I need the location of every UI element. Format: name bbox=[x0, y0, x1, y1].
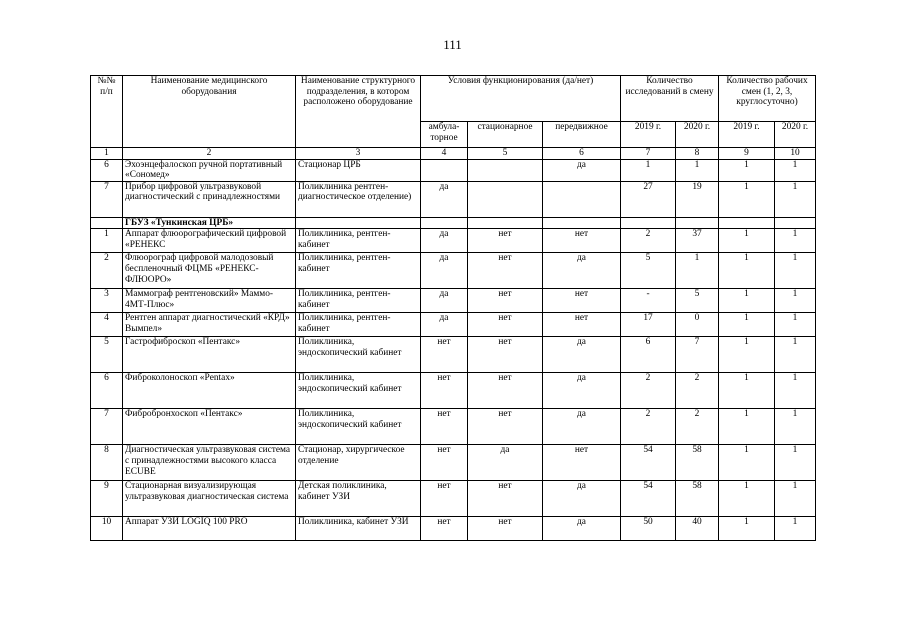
header-subdivision: Наименование структурного подразделения, в котором расположено оборудование bbox=[296, 76, 421, 148]
column-number: 8 bbox=[676, 148, 719, 160]
table-row bbox=[91, 337, 816, 373]
header-conditions: Условия функционирования (да/нет) bbox=[421, 76, 621, 122]
subdivision-name: Поликлиника, рентген-кабинет bbox=[296, 313, 421, 337]
studies-2020: 2 bbox=[676, 373, 719, 409]
shifts-2020: 1 bbox=[775, 289, 816, 313]
row-number: 9 bbox=[91, 481, 123, 517]
table-row bbox=[91, 289, 816, 313]
shifts-2019: 1 bbox=[719, 481, 775, 517]
table-row bbox=[91, 181, 816, 217]
column-number: 9 bbox=[719, 148, 775, 160]
shifts-2020: 1 bbox=[775, 337, 816, 373]
column-number: 4 bbox=[421, 148, 468, 160]
subdivision-name: Поликлиника, рентген-кабинет bbox=[296, 229, 421, 253]
mobile-value: да bbox=[543, 409, 621, 445]
row-number: 3 bbox=[91, 289, 123, 313]
studies-2020: 58 bbox=[676, 481, 719, 517]
shifts-2019: 1 bbox=[719, 253, 775, 289]
studies-2020: 1 bbox=[676, 253, 719, 289]
header-shifts-2019: 2019 г. bbox=[719, 122, 775, 148]
ambulatory-value: нет bbox=[421, 409, 468, 445]
subdivision-name: Поликлиника, эндоскопический кабинет bbox=[296, 409, 421, 445]
column-number: 7 bbox=[621, 148, 676, 160]
mobile-value bbox=[543, 181, 621, 217]
studies-2019: 27 bbox=[621, 181, 676, 217]
studies-2019: 1 bbox=[621, 159, 676, 181]
shifts-2019: 1 bbox=[719, 159, 775, 181]
studies-2020: 1 bbox=[676, 159, 719, 181]
section-empty-cell bbox=[468, 217, 543, 229]
column-number: 2 bbox=[123, 148, 296, 160]
row-number: 8 bbox=[91, 445, 123, 481]
row-number: 1 bbox=[91, 229, 123, 253]
header-shifts-2020: 2020 г. bbox=[775, 122, 816, 148]
mobile-value: нет bbox=[543, 313, 621, 337]
shifts-2019: 1 bbox=[719, 445, 775, 481]
equipment-name: Фибробронхоскоп «Пентакс» bbox=[123, 409, 296, 445]
equipment-table bbox=[90, 75, 816, 541]
studies-2019: 50 bbox=[621, 517, 676, 541]
equipment-name: Эхоэнцефалоскоп ручной портативный «Сономед» bbox=[123, 159, 296, 181]
studies-2020: 37 bbox=[676, 229, 719, 253]
column-number: 1 bbox=[91, 148, 123, 160]
stationary-value: нет bbox=[468, 253, 543, 289]
subdivision-name: Поликлиника, рентген-кабинет bbox=[296, 289, 421, 313]
column-number: 6 bbox=[543, 148, 621, 160]
mobile-value: нет bbox=[543, 229, 621, 253]
header-stationary: стационарное bbox=[468, 122, 543, 148]
shifts-2020: 1 bbox=[775, 229, 816, 253]
ambulatory-value: нет bbox=[421, 373, 468, 409]
row-number: 4 bbox=[91, 313, 123, 337]
studies-2019: 5 bbox=[621, 253, 676, 289]
column-number: 5 bbox=[468, 148, 543, 160]
row-number: 7 bbox=[91, 181, 123, 217]
subdivision-name: Стационар, хирургическое отделение bbox=[296, 445, 421, 481]
stationary-value: да bbox=[468, 445, 543, 481]
section-title: ГБУЗ «Тункинская ЦРБ» bbox=[123, 217, 296, 229]
studies-2020: 58 bbox=[676, 445, 719, 481]
row-number: 2 bbox=[91, 253, 123, 289]
shifts-2019: 1 bbox=[719, 181, 775, 217]
studies-2019: 2 bbox=[621, 373, 676, 409]
studies-2019: - bbox=[621, 289, 676, 313]
table-row bbox=[91, 253, 816, 289]
equipment-name: Флюорограф цифровой малодозовый беспленочный ФЦМБ «РЕНЕКС-ФЛЮОРО» bbox=[123, 253, 296, 289]
shifts-2019: 1 bbox=[719, 313, 775, 337]
header-studies-2019: 2019 г. bbox=[621, 122, 676, 148]
shifts-2019: 1 bbox=[719, 409, 775, 445]
studies-2020: 5 bbox=[676, 289, 719, 313]
mobile-value: да bbox=[543, 481, 621, 517]
ambulatory-value: нет bbox=[421, 337, 468, 373]
ambulatory-value: да bbox=[421, 289, 468, 313]
section-empty-cell bbox=[421, 217, 468, 229]
header-studies: Количество исследований в смену bbox=[621, 76, 719, 122]
studies-2019: 54 bbox=[621, 481, 676, 517]
table-row bbox=[91, 159, 816, 181]
table-row bbox=[91, 481, 816, 517]
subdivision-name: Поликлиника, рентген-кабинет bbox=[296, 253, 421, 289]
studies-2019: 2 bbox=[621, 409, 676, 445]
shifts-2019: 1 bbox=[719, 373, 775, 409]
mobile-value: да bbox=[543, 337, 621, 373]
stationary-value: нет bbox=[468, 289, 543, 313]
stationary-value: нет bbox=[468, 337, 543, 373]
shifts-2020: 1 bbox=[775, 445, 816, 481]
shifts-2020: 1 bbox=[775, 517, 816, 541]
subdivision-name: Детская поликлиника, кабинет УЗИ bbox=[296, 481, 421, 517]
table-row bbox=[91, 517, 816, 541]
header-equipment: Наименование медицинского оборудования bbox=[123, 76, 296, 148]
header-num: №№ п/п bbox=[91, 76, 123, 148]
section-empty-cell bbox=[621, 217, 676, 229]
mobile-value: нет bbox=[543, 445, 621, 481]
equipment-name: Рентген аппарат диагностический «КРД» Вымпел» bbox=[123, 313, 296, 337]
row-number: 6 bbox=[91, 373, 123, 409]
row-number: 7 bbox=[91, 409, 123, 445]
shifts-2020: 1 bbox=[775, 373, 816, 409]
table-row bbox=[91, 229, 816, 253]
mobile-value: да bbox=[543, 373, 621, 409]
mobile-value: да bbox=[543, 253, 621, 289]
stationary-value: нет bbox=[468, 229, 543, 253]
equipment-name: Аппарат УЗИ LOGIQ 100 PRO bbox=[123, 517, 296, 541]
section-row bbox=[91, 217, 816, 229]
mobile-value: да bbox=[543, 517, 621, 541]
studies-2020: 7 bbox=[676, 337, 719, 373]
shifts-2020: 1 bbox=[775, 253, 816, 289]
header-studies-2020: 2020 г. bbox=[676, 122, 719, 148]
equipment-name: Диагностическая ультразвуковая система с принадлежностями высокого класса ECUBE bbox=[123, 445, 296, 481]
header-row bbox=[91, 76, 816, 122]
section-empty-cell bbox=[775, 217, 816, 229]
shifts-2020: 1 bbox=[775, 481, 816, 517]
section-empty-cell bbox=[543, 217, 621, 229]
ambulatory-value: нет bbox=[421, 517, 468, 541]
equipment-name: Стационарная визуализирующая ультразвуковая диагностическая система bbox=[123, 481, 296, 517]
stationary-value bbox=[468, 181, 543, 217]
equipment-name: Фиброколоноскоп «Pentax» bbox=[123, 373, 296, 409]
stationary-value: нет bbox=[468, 517, 543, 541]
shifts-2019: 1 bbox=[719, 337, 775, 373]
studies-2019: 2 bbox=[621, 229, 676, 253]
header-mobile: передвижное bbox=[543, 122, 621, 148]
studies-2020: 40 bbox=[676, 517, 719, 541]
ambulatory-value: нет bbox=[421, 481, 468, 517]
table-row bbox=[91, 313, 816, 337]
stationary-value: нет bbox=[468, 313, 543, 337]
row-number: 5 bbox=[91, 337, 123, 373]
studies-2019: 6 bbox=[621, 337, 676, 373]
stationary-value: нет bbox=[468, 409, 543, 445]
ambulatory-value: да bbox=[421, 229, 468, 253]
table-row bbox=[91, 409, 816, 445]
studies-2020: 19 bbox=[676, 181, 719, 217]
stationary-value: нет bbox=[468, 373, 543, 409]
subdivision-name: Поликлиника, эндоскопический кабинет bbox=[296, 373, 421, 409]
section-empty-cell bbox=[676, 217, 719, 229]
row-number: 6 bbox=[91, 159, 123, 181]
subdivision-name: Поликлиника, кабинет УЗИ bbox=[296, 517, 421, 541]
ambulatory-value: да bbox=[421, 253, 468, 289]
stationary-value bbox=[468, 159, 543, 181]
ambulatory-value: да bbox=[421, 313, 468, 337]
table-row bbox=[91, 445, 816, 481]
row-number: 10 bbox=[91, 517, 123, 541]
equipment-name: Маммограф рентгеновский» Маммо- 4МТ-Плюс» bbox=[123, 289, 296, 313]
shifts-2019: 1 bbox=[719, 229, 775, 253]
shifts-2019: 1 bbox=[719, 289, 775, 313]
column-number-row bbox=[91, 148, 816, 160]
subdivision-name: Стационар ЦРБ bbox=[296, 159, 421, 181]
studies-2020: 2 bbox=[676, 409, 719, 445]
section-empty-cell bbox=[719, 217, 775, 229]
equipment-name: Аппарат флюорографический цифровой «РЕНЕКС bbox=[123, 229, 296, 253]
ambulatory-value: нет bbox=[421, 445, 468, 481]
shifts-2020: 1 bbox=[775, 181, 816, 217]
mobile-value: да bbox=[543, 159, 621, 181]
section-empty-cell bbox=[91, 217, 123, 229]
studies-2020: 0 bbox=[676, 313, 719, 337]
shifts-2019: 1 bbox=[719, 517, 775, 541]
shifts-2020: 1 bbox=[775, 409, 816, 445]
table-row bbox=[91, 373, 816, 409]
shifts-2020: 1 bbox=[775, 313, 816, 337]
mobile-value: нет bbox=[543, 289, 621, 313]
section-empty-cell bbox=[296, 217, 421, 229]
studies-2019: 54 bbox=[621, 445, 676, 481]
equipment-name: Прибор цифровой ультразвуковой диагностический с принадлежностями bbox=[123, 181, 296, 217]
column-number: 3 bbox=[296, 148, 421, 160]
header-ambulatory: амбула-торное bbox=[421, 122, 468, 148]
page-number: 111 bbox=[443, 37, 462, 52]
studies-2019: 17 bbox=[621, 313, 676, 337]
header-shifts: Количество рабочих смен (1, 2, 3, круглосуточно) bbox=[719, 76, 816, 122]
column-number: 10 bbox=[775, 148, 816, 160]
stationary-value: нет bbox=[468, 481, 543, 517]
ambulatory-value bbox=[421, 159, 468, 181]
equipment-name: Гастрофиброскоп «Пентакс» bbox=[123, 337, 296, 373]
subdivision-name: Поликлиника, эндоскопический кабинет bbox=[296, 337, 421, 373]
shifts-2020: 1 bbox=[775, 159, 816, 181]
ambulatory-value: да bbox=[421, 181, 468, 217]
subdivision-name: Поликлиника рентген-диагностическое отделение) bbox=[296, 181, 421, 217]
